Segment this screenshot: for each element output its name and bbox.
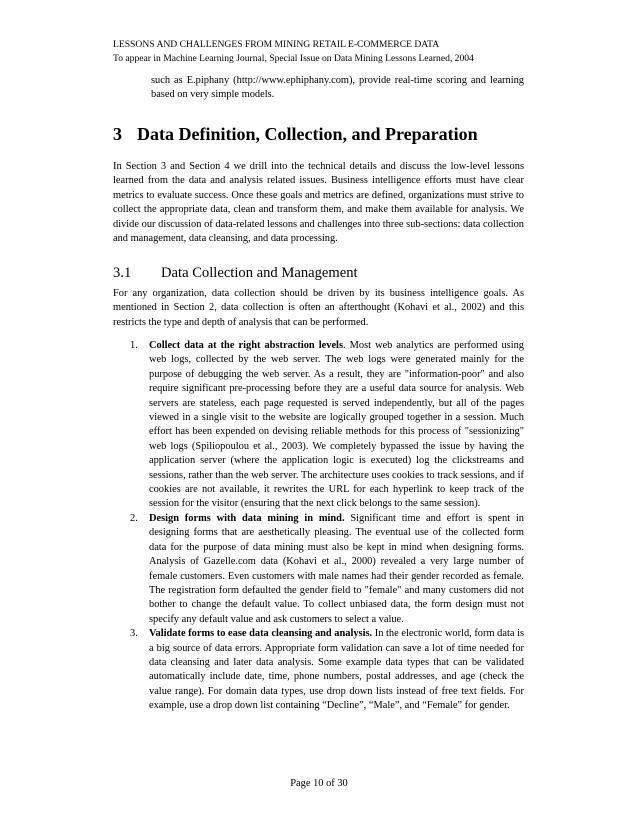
list-item-text: . Most web analytics are performed using web logs, collected by the web server. The web logs were generated mainly for the purpose of debugging the web server. As a result, they are "information-poor" and also require significant pre-processing before they are a useful data source for analysis. Web servers are stateless, each page requested is served independently, but all of the pages viewed in a single visit to the website are logically grouped together in a session. Much effort has been expended on devising reliable methods for this process of "sessionizing" web logs (Spiliopoulou et al., 2003). We completely bypassed the issue by having the application server (where the application logic is executed) log the clickstreams and sessions, rather than the web server. The architecture uses cookies to track sessions, and if cookies are not available, it rewrites the URL for each hyperlink to keep track of the session for the visitor (ensuring that the next click belongs to the same session). bbox=[149, 340, 524, 510]
section-3-number: 3 bbox=[113, 124, 122, 144]
header-subtitle: To appear in Machine Learning Journal, Special Issue on Data Mining Lessons Learned, 2004 bbox=[113, 53, 474, 64]
list-item-text: In the electronic world, form data is a big source of data errors. Appropriate form validation can save a lot of time needed for data cleansing and later data analysis. Some example data types that can be validated automatically include date, time, phone numbers, postal addresses, and age (check the value range). For domain data types, use drop down lists instead of free text fields. For example, use a drop down list containing “Decline”, “Male”, and “Female” for gender. bbox=[149, 628, 525, 712]
section-3-heading bbox=[113, 123, 478, 145]
list-item bbox=[113, 512, 524, 627]
list-item bbox=[113, 627, 524, 713]
section-3-1-paragraph: For any organization, data collection should be driven by its business intelligence goals. As mentioned in Section 2, data collection is often an afterthought (Kohavi et al., 2002) and this restricts the type and depth of analysis that can be performed. bbox=[113, 288, 524, 328]
numbered-list bbox=[113, 339, 524, 714]
section-3-1-title: Data Collection and Management bbox=[161, 265, 358, 281]
list-item bbox=[113, 339, 524, 512]
list-item-lead: Validate forms to ease data cleansing and analysis. bbox=[149, 628, 373, 640]
list-item-number: 1. bbox=[130, 340, 138, 351]
section-3-1-number: 3.1 bbox=[113, 265, 132, 281]
list-item-lead: Collect data at the right abstraction levels bbox=[149, 340, 343, 351]
continued-list-text: such as E.piphany (http://www.ephiphany.com), provide real-time scoring and learning based on very simple models. bbox=[151, 75, 524, 101]
section-3-paragraph: In Section 3 and Section 4 we drill into the technical details and discuss the low-level lessons learned from the data and analysis related issues. Business intelligence efforts must have clear metrics to evaluate success. Once these goals and metrics are defined, organizations must strive to collect the appropriate data, clean and transform them, and make them available for analysis. We divide our discussion of data-related lessons and challenges into three sub-sections: data collection and management, data cleansing, and data processing. bbox=[113, 161, 524, 245]
list-item-number: 2. bbox=[130, 512, 138, 524]
running-header bbox=[113, 38, 533, 66]
list-item-text: Significant time and effort is spent in designing forms that are aesthetically pleasing. The eventual use of the collected form data for the purpose of data mining must also be kept in mind when designing forms. Analysis of Gazelle.com data (Kohavi et al., 2000) revealed a very large number of female customers. Even customers with male names had their gender recorded as female. The registration form defaulted the gender field to "female" and many customers did not bother to change the default value. To collect unbiased data, the form design must not specify any default value and ask customers to select a value. bbox=[149, 512, 524, 625]
section-3-1-heading bbox=[113, 264, 358, 282]
section-3-title: Data Definition, Collection, and Preparation bbox=[137, 124, 478, 144]
header-title: LESSONS AND CHALLENGES FROM MINING RETAIL E-COMMERCE DATA bbox=[113, 39, 440, 50]
list-item-number: 3. bbox=[130, 628, 138, 640]
page-number: Page 10 of 30 bbox=[290, 778, 348, 789]
list-item-lead: Design forms with data mining in mind. bbox=[149, 512, 345, 524]
